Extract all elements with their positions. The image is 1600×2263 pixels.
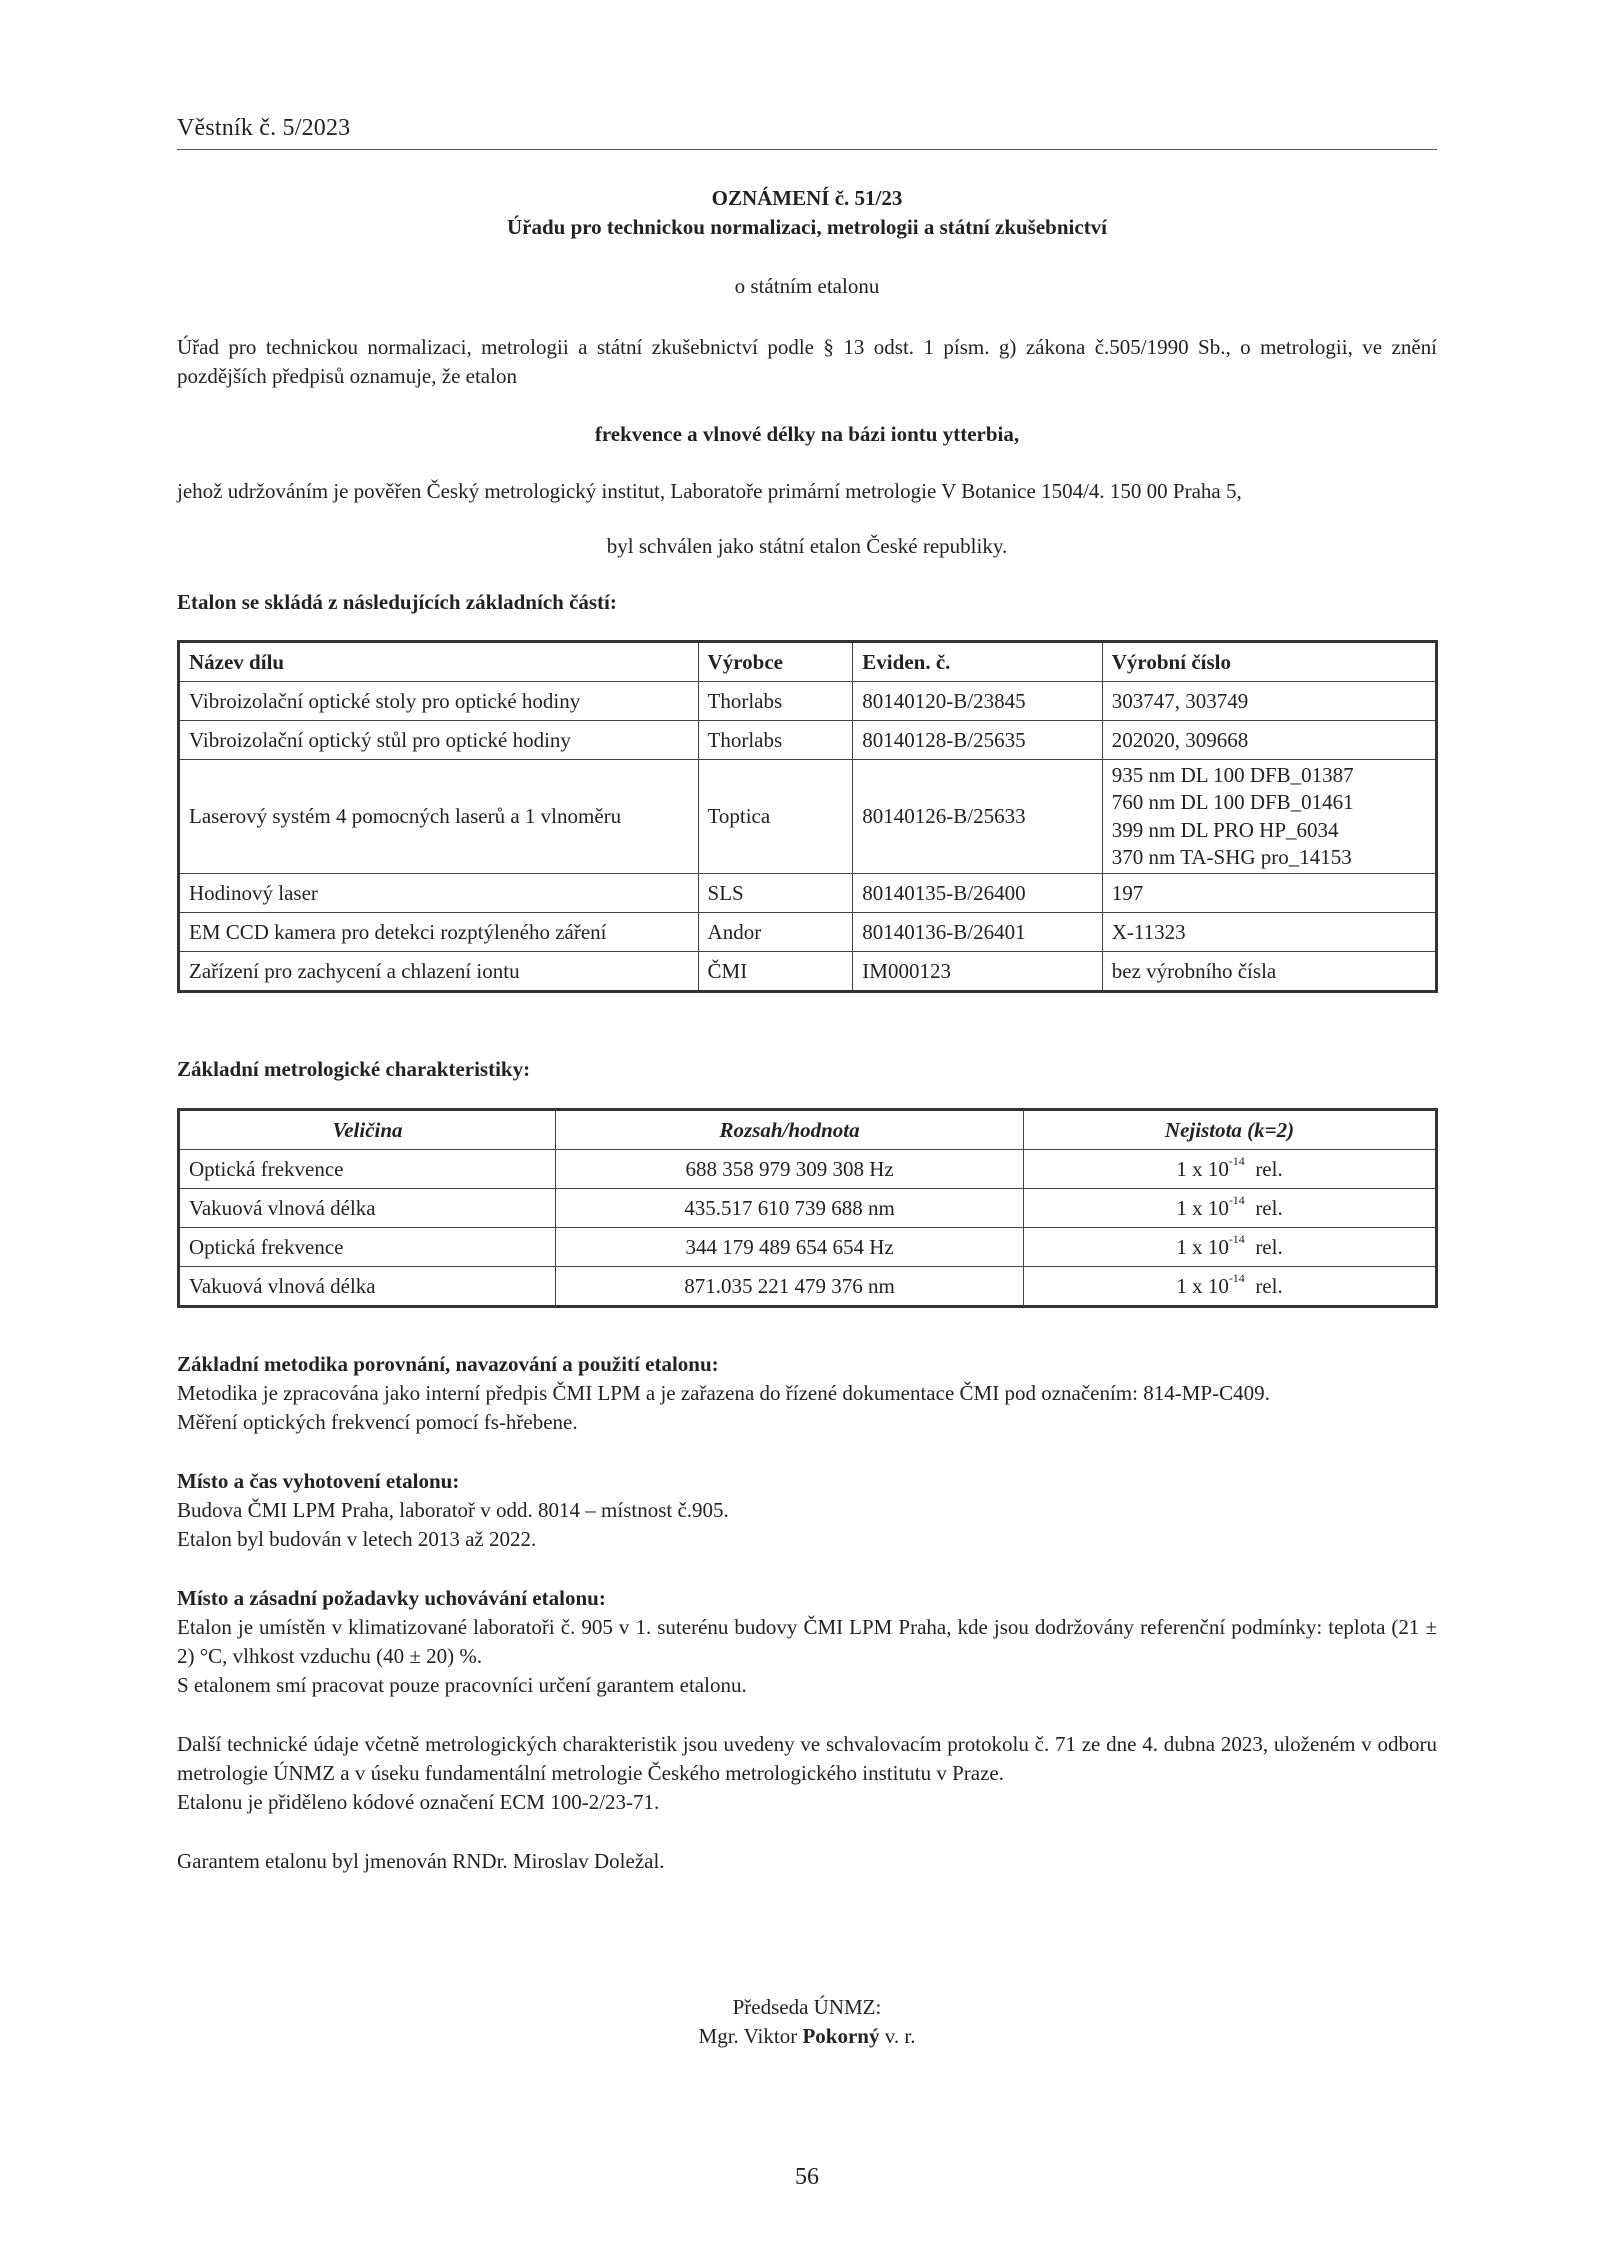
table-row [179,1228,1437,1267]
table-row [179,952,1437,992]
uncertainty-unit: rel. [1255,1234,1283,1259]
parts-heading: Etalon se skládá z následujících základních částí: [177,590,617,614]
method-line: Měření optických frekvencí pomocí fs-hřebene. [177,1409,578,1434]
uncertainty-base: 1 x 10 [1176,1195,1229,1220]
quantity-cell: Optická frekvence [179,1150,556,1189]
page-number: 56 [795,2164,819,2190]
guarantor-text: Garantem etalonu byl jmenován RNDr. Miroslav Doležal. [177,1849,665,1873]
place-line: Budova ČMI LPM Praha, laboratoř v odd. 8014 – místnost č.905. [177,1497,729,1522]
uncertainty-cell [1024,1150,1437,1189]
uncertainty-unit: rel. [1255,1273,1283,1298]
further-section [177,1730,1437,1817]
part-evidence-number: IM000123 [853,952,1102,992]
uncertainty-cell [1024,1228,1437,1267]
value-cell: 688 358 979 309 308 Hz [556,1150,1024,1189]
uncertainty-exponent: -14 [1228,1270,1245,1285]
notice-number: OZNÁMENÍ č. 51/23 [711,186,903,210]
characteristics-table-header [179,1110,1437,1150]
serial-line: 399 nm DL PRO HP_6034 [1111,817,1339,842]
part-maker: Thorlabs [698,721,853,760]
quantity-cell: Vakuová vlnová délka [179,1189,556,1228]
storage-section [177,1584,1437,1700]
part-serial-number: X-11323 [1102,913,1436,952]
signature-prefix: Mgr. Viktor [698,2023,798,2048]
quantity-cell: Vakuová vlnová délka [179,1267,556,1307]
document-page [177,0,1437,2263]
part-evidence-number: 80140135-B/26400 [853,874,1102,913]
column-header-evidence-number: Eviden. č. [853,642,1102,682]
table-row [179,721,1437,760]
column-header-uncertainty: Nejistota (k=2) [1024,1110,1437,1150]
part-name: Laserový systém 4 pomocných laserů a 1 vlnoměru [179,760,699,874]
table-row [179,1189,1437,1228]
uncertainty-exponent: -14 [1228,1153,1245,1168]
storage-line: S etalonem smí pracovat pouze pracovníci určení garantem etalonu. [177,1672,747,1697]
part-serial-number: 202020, 309668 [1102,721,1436,760]
table-row [179,1150,1437,1189]
uncertainty-cell [1024,1267,1437,1307]
value-cell: 871.035 221 479 376 nm [556,1267,1024,1307]
serial-line: 935 nm DL 100 DFB_01387 [1111,763,1354,787]
signature-block [177,1993,1437,2051]
place-section [177,1467,1437,1554]
value-cell: 435.517 610 739 688 nm [556,1189,1024,1228]
method-heading: Základní metodika porovnání, navazování a použití etalonu: [177,1352,719,1376]
column-header-serial-number: Výrobní číslo [1102,642,1436,682]
part-maker: Thorlabs [698,682,853,721]
column-header-maker: Výrobce [698,642,853,682]
table-row [179,874,1437,913]
uncertainty-base: 1 x 10 [1176,1273,1229,1298]
table-row [179,682,1437,721]
characteristics-heading: Základní metrologické charakteristiky: [177,1057,531,1081]
table-row [179,760,1437,874]
uncertainty-exponent: -14 [1228,1192,1245,1207]
notice-subject: o státním etalonu [734,274,880,298]
serial-line: 760 nm DL 100 DFB_01461 [1111,790,1354,815]
uncertainty-exponent: -14 [1228,1231,1245,1246]
signature-surname: Pokorný [802,2023,880,2048]
characteristics-table [177,1108,1438,1308]
table-row [179,1267,1437,1307]
column-header-quantity: Veličina [179,1110,556,1150]
part-maker: Andor [698,913,853,952]
part-evidence-number: 80140120-B/23845 [853,682,1102,721]
approval-text: byl schválen jako státní etalon České republiky. [606,534,1008,558]
method-line: Metodika je zpracována jako interní předpis ČMI LPM a je zařazena do řízené dokumentace ČMI pod označením: 814-MP-C409. [177,1380,1270,1405]
parts-table-header [179,642,1437,682]
part-evidence-number: 80140126-B/25633 [853,760,1102,874]
characteristics-table-wrapper [177,1108,1437,1308]
uncertainty-base: 1 x 10 [1176,1156,1229,1181]
further-line: Etalonu je přiděleno kódové označení ECM 100-2/23-71. [177,1789,660,1814]
uncertainty-cell [1024,1189,1437,1228]
part-evidence-number: 80140136-B/26401 [853,913,1102,952]
part-maker: SLS [698,874,853,913]
place-heading: Místo a čas vyhotovení etalonu: [177,1469,460,1493]
custodian-text: jehož udržováním je pověřen Český metrologický institut, Laboratoře primární metrologie V Botanice 1504/4. 150 00 Praha 5, [177,479,1242,503]
part-name: Hodinový laser [179,874,699,913]
uncertainty-unit: rel. [1255,1156,1283,1181]
parts-table-wrapper [177,640,1437,993]
part-name: EM CCD kamera pro detekci rozptýleného záření [179,913,699,952]
uncertainty-unit: rel. [1255,1195,1283,1220]
journal-header: Věstník č. 5/2023 [177,112,1437,150]
part-name: Vibroizolační optické stoly pro optické hodiny [179,682,699,721]
column-header-part-name: Název dílu [179,642,699,682]
quantity-cell: Optická frekvence [179,1228,556,1267]
parts-table [177,640,1438,993]
signature-suffix: v. r. [884,2023,916,2048]
table-row [179,913,1437,952]
uncertainty-base: 1 x 10 [1176,1234,1229,1259]
storage-heading: Místo a zásadní požadavky uchovávání etalonu: [177,1586,606,1610]
part-serial-number: 197 [1102,874,1436,913]
part-serial-number: 303747, 303749 [1102,682,1436,721]
further-line: Další technické údaje včetně metrologických charakteristik jsou uvedeny ve schvalovacím protokolu č. 71 ze dne 4. dubna 2023, uloženém v odboru metrologie ÚNMZ a v úseku fundamentální metrologie Českého metrologického institutu v Praze. [177,1732,1437,1785]
part-serial-number [1102,760,1436,874]
part-serial-number: bez výrobního čísla [1102,952,1436,992]
etalon-name: frekvence a vlnové délky na bázi iontu ytterbia, [594,422,1020,446]
serial-line: 370 nm TA-SHG pro_14153 [1111,844,1352,869]
place-line: Etalon byl budován v letech 2013 až 2022. [177,1526,537,1551]
part-maker: Toptica [698,760,853,874]
column-header-value: Rozsah/hodnota [556,1110,1024,1150]
notice-authority: Úřadu pro technickou normalizaci, metrologii a státní zkušebnictví [506,215,1108,239]
value-cell: 344 179 489 654 654 Hz [556,1228,1024,1267]
part-name: Zařízení pro zachycení a chlazení iontu [179,952,699,992]
notice-intro: Úřad pro technickou normalizaci, metrologii a státní zkušebnictví podle § 13 odst. 1 písm. g) zákona č.505/1990 Sb., o metrologii, ve znění pozdějších předpisů oznamuje, že etalon [177,335,1437,388]
signature-name [177,2022,1437,2051]
part-evidence-number: 80140128-B/25635 [853,721,1102,760]
signature-role: Předseda ÚNMZ: [732,1995,882,2019]
method-section [177,1350,1437,1437]
part-name: Vibroizolační optický stůl pro optické hodiny [179,721,699,760]
part-maker: ČMI [698,952,853,992]
storage-line: Etalon je umístěn v klimatizované laboratoři č. 905 v 1. suterénu budovy ČMI LPM Praha, kde jsou dodržovány referenční podmínky: teplota (21 ± 2) °C, vlhkost vzduchu (40 ± 20) %. [177,1614,1437,1668]
